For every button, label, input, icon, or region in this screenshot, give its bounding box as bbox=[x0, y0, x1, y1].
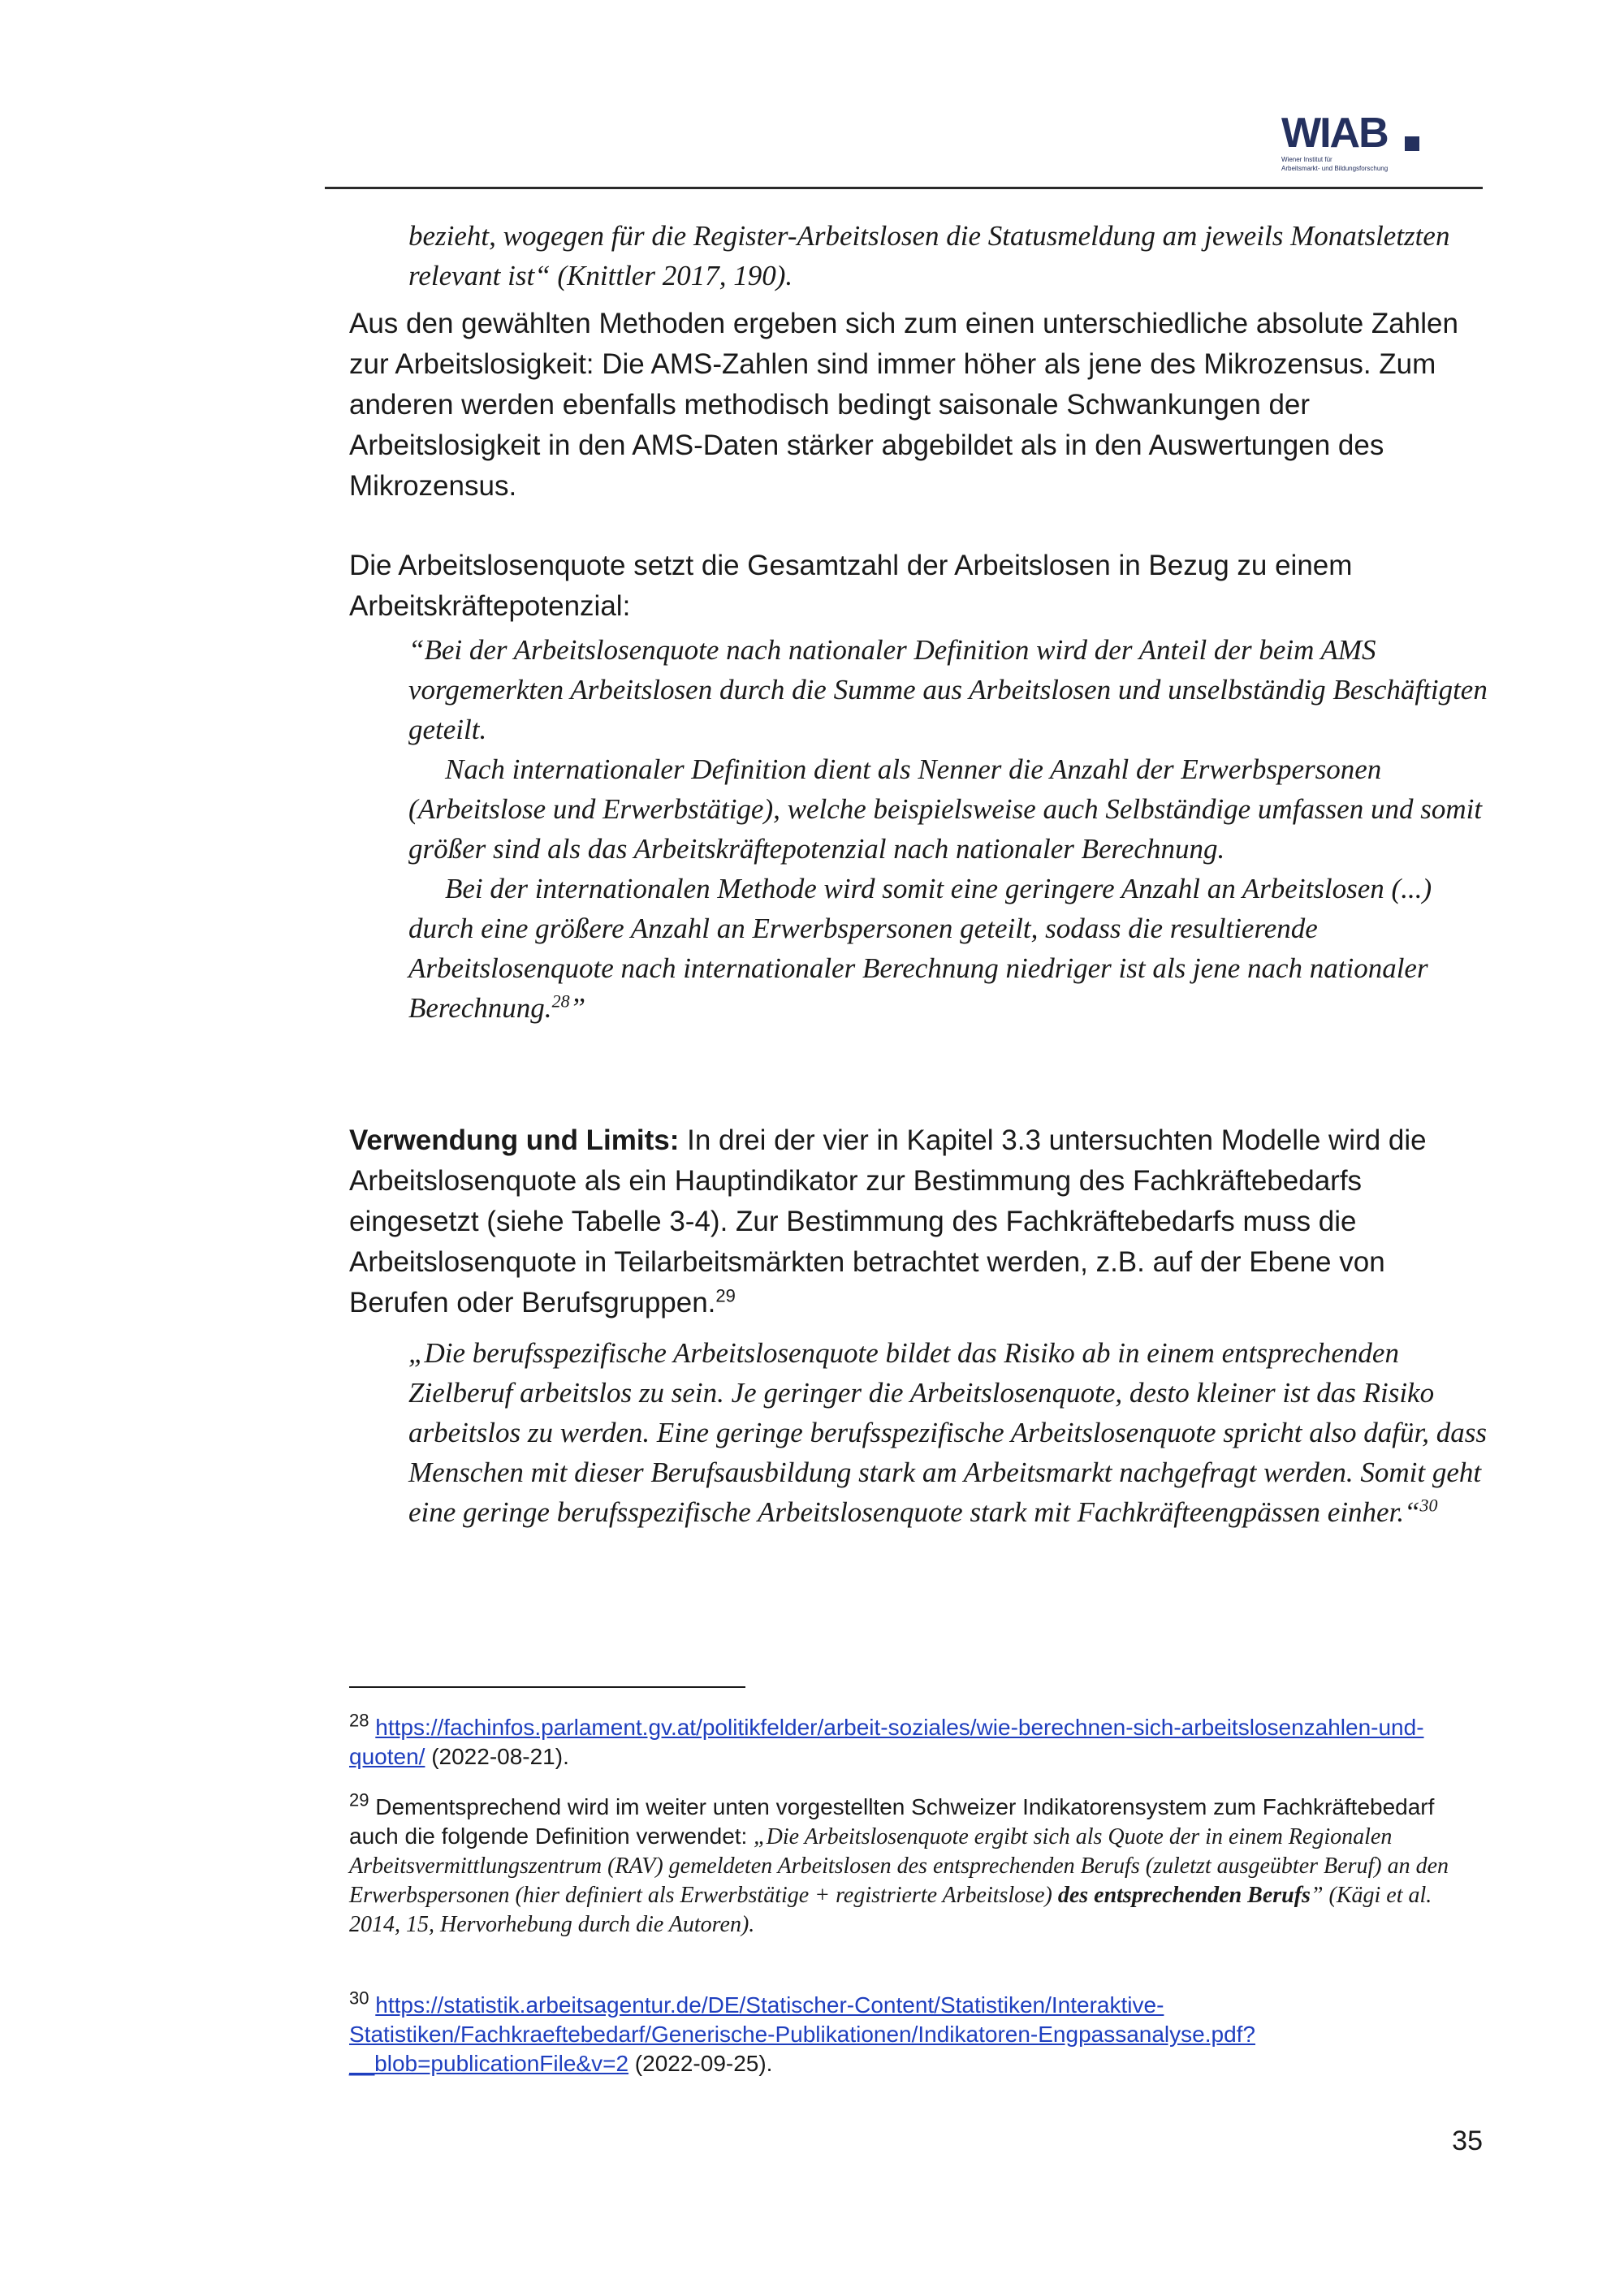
paragraph-methods: Aus den gewählten Methoden ergeben sich zum einen unterschiedliche absolute Zahlen zur Arbeitslosigkeit: Die AMS-Zahlen sind immer höher als jene des Mikrozensus. Zum anderen werden ebenfalls methodisch bedingt saisonale Schwankungen der Arbeitslosigkeit in den AMS-Daten stärker abgebildet als in den Auswertungen des Mikrozensus. bbox=[349, 308, 1458, 502]
logo-wordmark: WIAB bbox=[1281, 110, 1388, 157]
footnote-30-date: (2022-09-25). bbox=[628, 2051, 773, 2076]
wiab-logo bbox=[1281, 112, 1427, 177]
quote-occupation-text: „Die berufsspezifische Arbeitslosenquote bildet das Risiko ab in einem entsprechenden Zielberuf arbeitslos zu sein. Je geringer die Arbeitslosenquote, desto kleiner ist das Risiko arbeitslos zu werden. Eine geringe berufsspezifische Arbeitslosenquote spricht also dafür, dass Menschen mit dieser Berufsausbildung stark am Arbeitsmarkt nachgefragt werden. Somit geht eine geringe berufsspezifische Arbeitslosenquote stark mit Fachkräfteengpässen einher.“ bbox=[408, 1337, 1488, 1528]
footnote-30-number: 30 bbox=[349, 1987, 369, 2009]
footnote-29-number: 29 bbox=[349, 1789, 369, 1810]
footnote-28-number: 28 bbox=[349, 1710, 369, 1731]
footnote-ref-29[interactable]: 29 bbox=[715, 1285, 736, 1306]
logo-subtitle-line1: Wiener Institut für bbox=[1281, 156, 1332, 163]
footnote-29 bbox=[349, 1789, 1486, 1939]
quote-paragraph-comparison bbox=[408, 869, 1488, 1028]
footnote-28-link[interactable]: https://fachinfos.parlament.gv.at/politikfelder/arbeit-soziales/wie-berechnen-sich-arbeitslosenzahlen-und-quoten/ bbox=[349, 1715, 1424, 1769]
footnote-29-citation: ” (Kägi et al. 2014, 15, Hervorhebung durch die Autoren). bbox=[349, 1883, 1432, 1937]
footnote-28-date: (2022-08-21). bbox=[425, 1744, 569, 1769]
header-divider bbox=[325, 187, 1483, 189]
page-number: 35 bbox=[1452, 2126, 1483, 2156]
footnote-30-link[interactable]: https://statistik.arbeitsagentur.de/DE/Statischer-Content/Statistiken/Interaktive-Statistiken/Fachkraeftebedarf/Generische-Publikationen/Indikatoren-Engpassanalyse.pdf?__blob=publicationFile&v=2 bbox=[349, 1992, 1255, 2076]
logo-square-icon bbox=[1405, 136, 1419, 151]
paragraph-quote-definition: Die Arbeitslosenquote setzt die Gesamtzahl der Arbeitslosen in Bezug zu einem Arbeitskräftepotenzial: bbox=[349, 550, 1353, 622]
footnote-29-text: Dementsprechend wird im weiter unten vorgestellten Schweizer Indikatorensystem zum Fachkräftebedarf auch die folgende Definition verwendet: bbox=[349, 1794, 1435, 1849]
footnote-29-emphasis: des entsprechenden Berufs bbox=[1057, 1883, 1311, 1908]
footnote-28 bbox=[349, 1710, 1486, 1772]
usage-limits-text: In drei der vier in Kapitel 3.3 untersuchten Modelle wird die Arbeitslosenquote als ein Hauptindikator zur Bestimmung des Fachkräftebedarfs eingesetzt (siehe Tabelle 3-4). Zur Bestimmung des Fachkräftebedarfs muss die Arbeitslosenquote in Teilarbeitsmärkten betrachtet werden, z.B. auf der Ebene von Berufen oder Berufsgruppen. bbox=[349, 1124, 1427, 1318]
paragraph-usage-limits bbox=[349, 1120, 1486, 1323]
quote-continuation: bezieht, wogegen für die Register-Arbeitslosen die Statusmeldung am jeweils Monatsletzten relevant ist“ (Knittler 2017, 190). bbox=[408, 220, 1450, 291]
quote-closing-mark: ” bbox=[569, 992, 586, 1024]
logo-subtitle-line2: Arbeitsmarkt- und Bildungsforschung bbox=[1281, 165, 1389, 172]
quote-paragraph-national: “Bei der Arbeitslosenquote nach nationaler Definition wird der Anteil der beim AMS vorgemerkten Arbeitslosen durch die Summe aus Arbeitslosen und unselbständig Beschäftigten geteilt. bbox=[408, 634, 1488, 745]
blockquote-parliament bbox=[408, 630, 1488, 1028]
footnote-30 bbox=[349, 1987, 1486, 2078]
quote-paragraph-international: Nach internationaler Definition dient als Nenner die Anzahl der Erwerbspersonen (Arbeitslose und Erwerbstätige), welche beispielsweise auch Selbständige umfassen und somit größer sind als das Arbeitskräftepotenzial nach nationaler Berechnung. bbox=[408, 753, 1483, 865]
usage-limits-heading: Verwendung und Limits: bbox=[349, 1124, 680, 1156]
footnote-29-quote: „Die Arbeitslosenquote ergibt sich als Quote der in einem Regionalen Arbeitsvermittlungszentrum (RAV) gemeldeten Arbeitslosen des entsprechenden Berufs (zuletzt ausgeübter Beruf) an den Erwerbspersonen (hier definiert als Erwerbstätige + registrierte Arbeitslose) bbox=[349, 1824, 1449, 1908]
footnote-ref-30[interactable]: 30 bbox=[1419, 1495, 1438, 1516]
footnote-separator bbox=[349, 1686, 745, 1688]
quote-paragraph-comparison-text: Bei der internationalen Methode wird somit eine geringere Anzahl an Arbeitslosen (...) durch eine größere Anzahl an Erwerbspersonen geteilt, sodass die resultierende Arbeitslosenquote nach internationaler Berechnung niedriger ist als jene nach nationaler Berechnung. bbox=[408, 873, 1432, 1024]
footnote-ref-28[interactable]: 28 bbox=[551, 990, 570, 1012]
blockquote-occupation-rate bbox=[408, 1333, 1488, 1532]
